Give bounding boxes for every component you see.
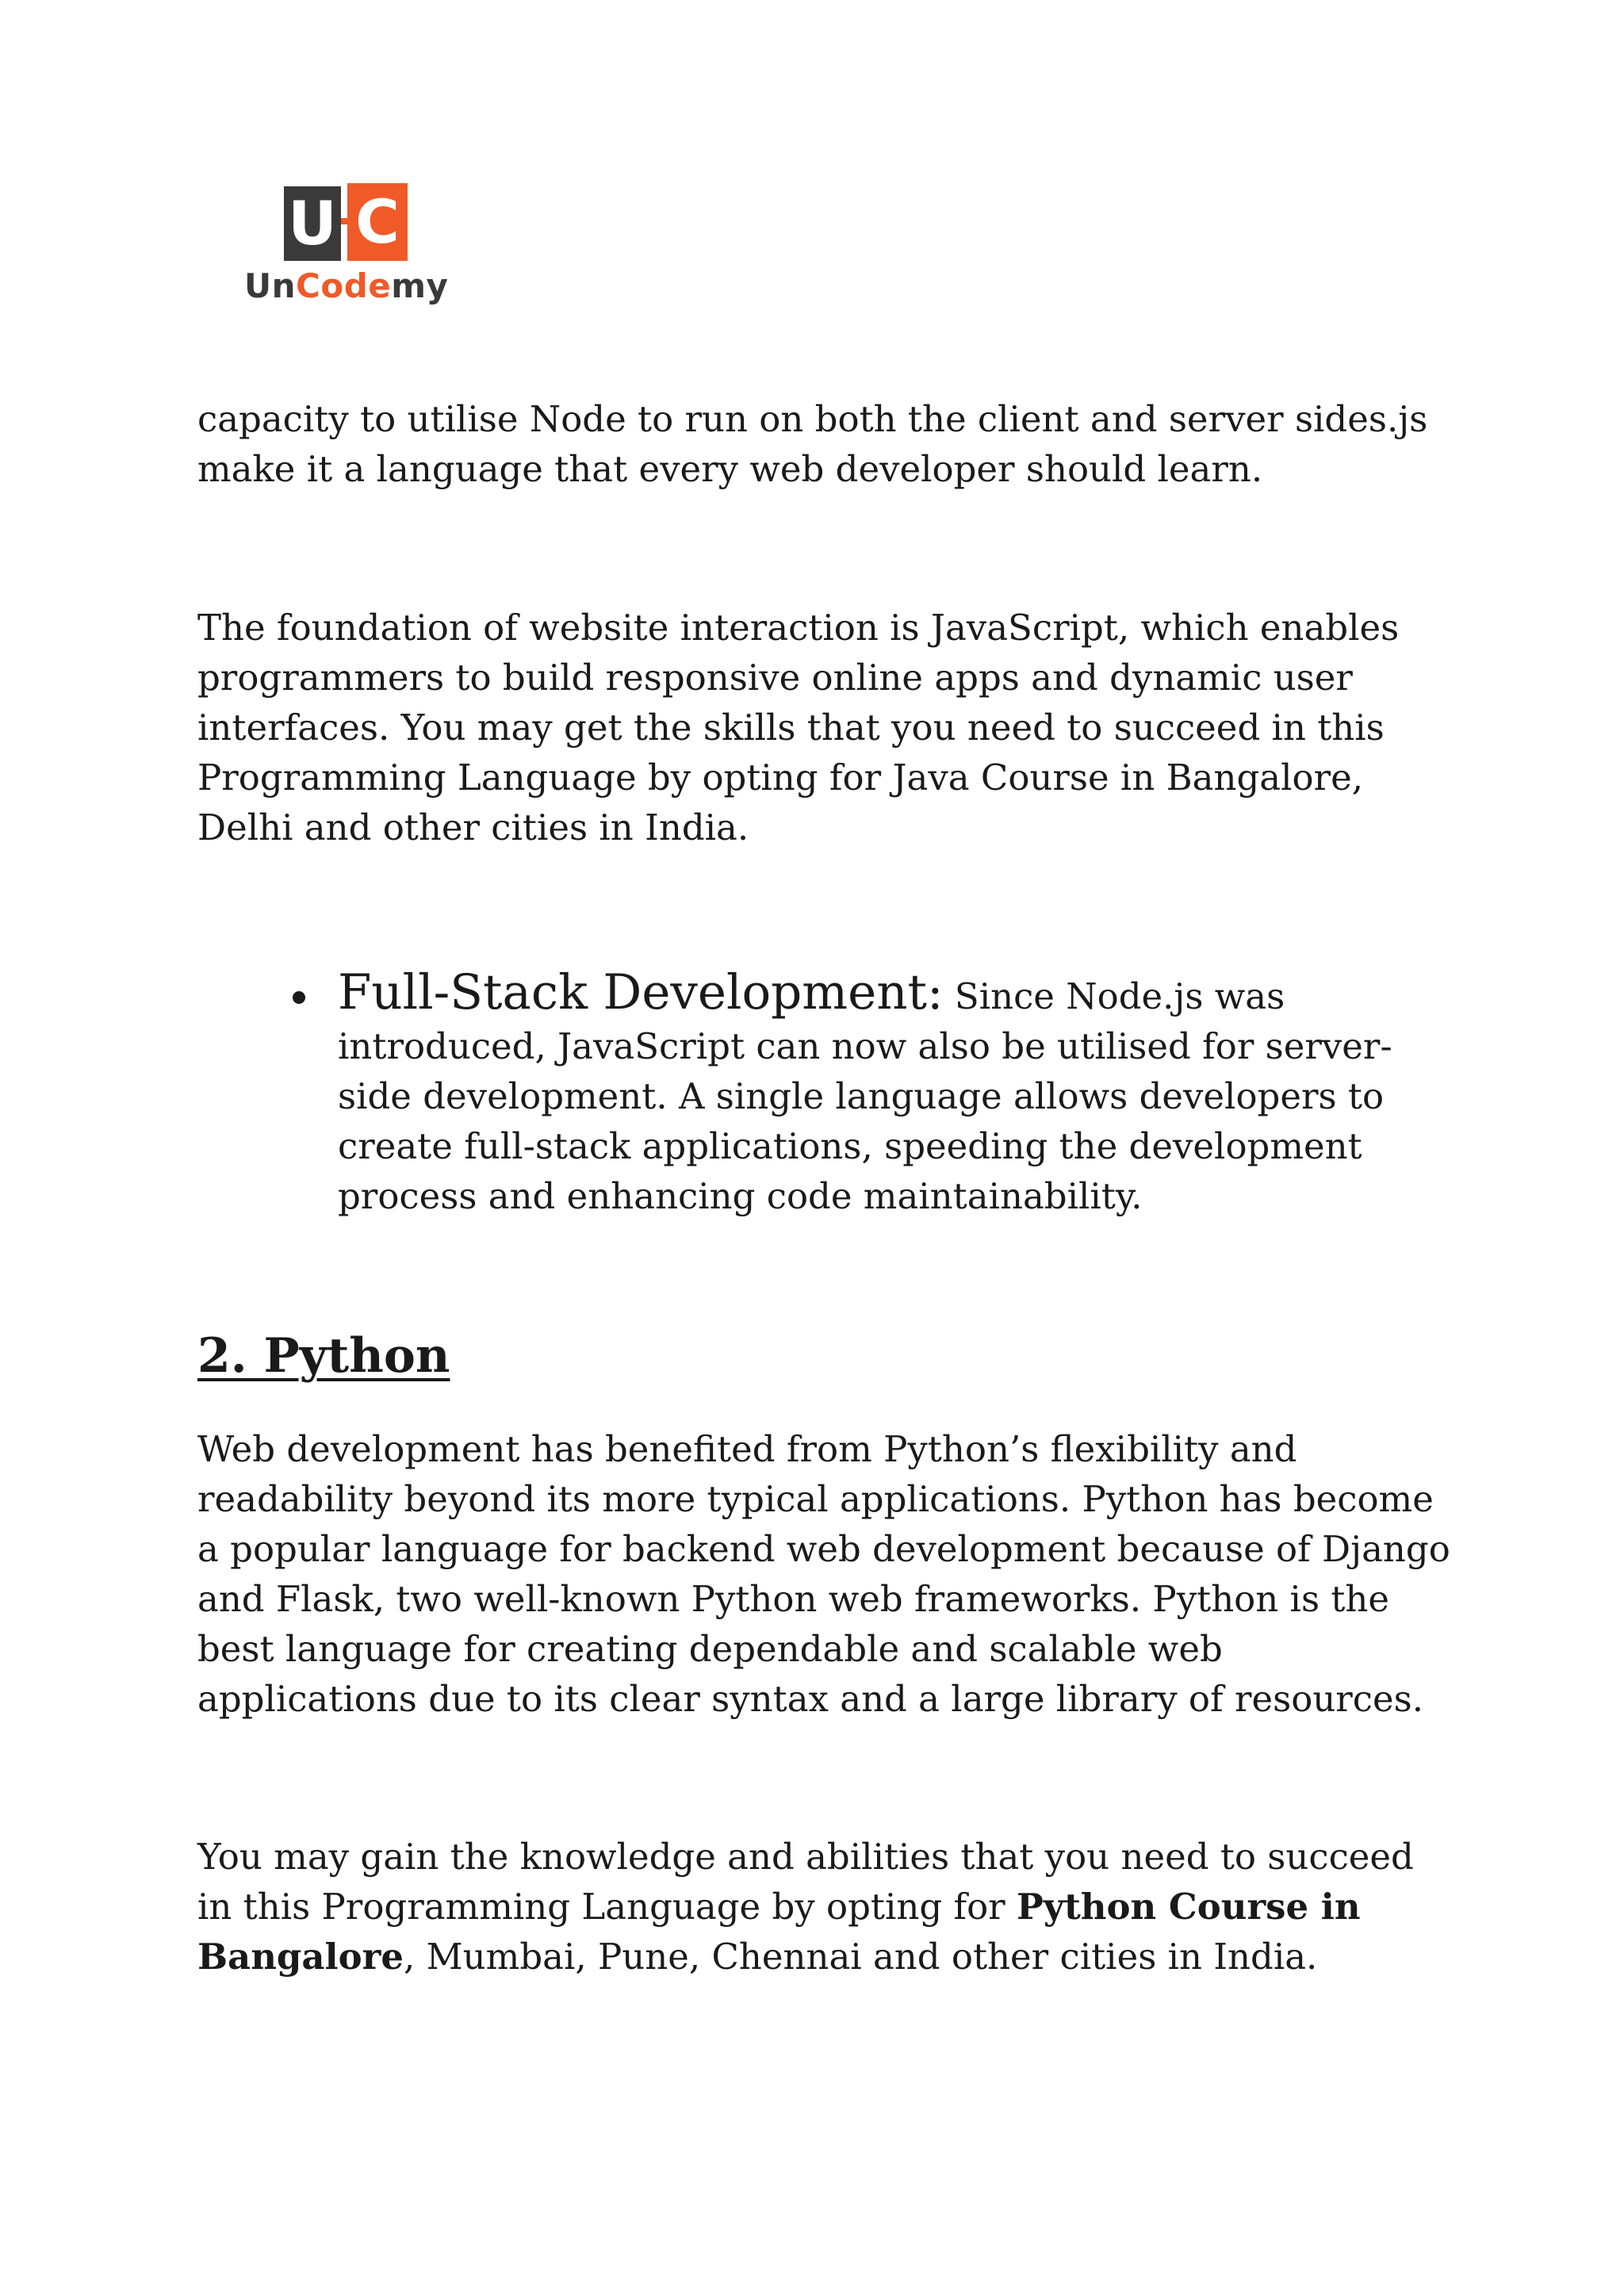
logo-word-my: my [391,266,449,305]
paragraph-python-course [197,1832,1450,1982]
logo-mark-dot [341,218,347,224]
logo-word-code: Code [296,266,392,305]
document-body [197,394,1450,1982]
logo-wordmark [244,266,450,306]
logo-word-un: Un [244,266,297,305]
bullet-body-text: Since Node.js was introduced, JavaScript can now also be utilised for server-side development. A single language allows developers to create full-stack applications, speeding the development process and enhancing code maintainability. [338,975,1392,1217]
logo-mark-u: U [284,186,341,261]
logo-mark-c: C [347,183,408,261]
paragraph-python-web: Web development has benefited from Python’s flexibility and readability beyond its more typical applications. Python has become a popular language for backend web development because of Django and Flask, two well-known Python web frameworks. Python is the best language for creating dependable and scalable web applications due to its clear syntax and a large library of resources. [197,1428,1450,1720]
bullet-dot-icon [293,991,305,1004]
section-heading-python: 2. Python [197,1328,450,1384]
paragraph-node-capacity: capacity to utilise Node to run on both the client and server sides.js make it a language that every web developer should learn. [197,398,1428,490]
bullet-lead-text: Full-Stack Development: [338,964,944,1021]
logo-mark [284,183,408,261]
uncodemy-logo [244,179,450,314]
list-item-full-stack [197,964,1450,1221]
python-course-before: You may gain the knowledge and abilities that you need to succeed in this Programming Language by opting for [197,1836,1414,1928]
python-course-after: , Mumbai, Pune, Chennai and other cities in India. [403,1936,1318,1978]
paragraph-javascript-foundation: The foundation of website interaction is JavaScript, which enables programmers to build responsive online apps and dynamic user interfaces. You may get the skills that you need to succeed in this Programming Language by opting for Java Course in Bangalore, Delhi and other cities in India. [197,607,1400,848]
python-course-bold: Python Course in Bangalore [197,1886,1361,1978]
